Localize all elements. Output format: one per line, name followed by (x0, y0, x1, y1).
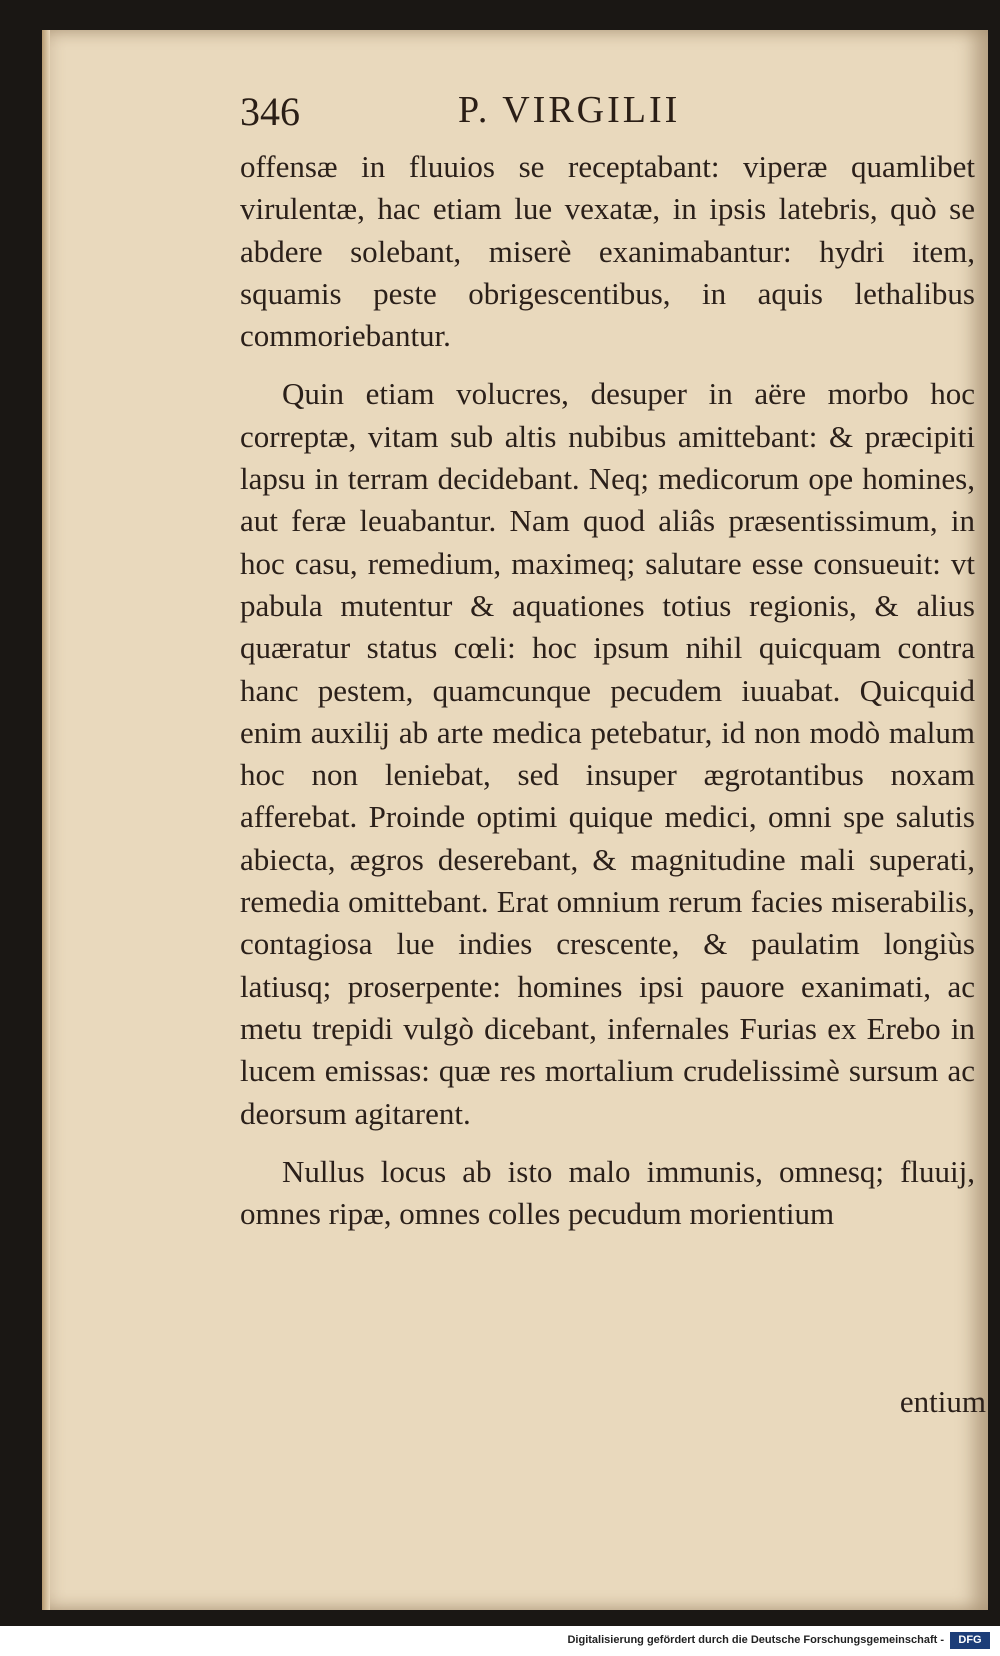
running-head: P. VIRGILII (458, 89, 681, 131)
paragraph-1: offensæ in fluuios se receptabant: viperæ quamlibet virulentæ, hac etiam lue vexatæ, in ipsis latebris, quò se abdere solebant, miserè exanimabantur: hydri item, squamis peste obrigescentibus, in aquis lethalibus commoriebantur. (240, 149, 975, 354)
dfg-logo-icon: DFG (950, 1632, 990, 1649)
paragraph-3: Nullus locus ab isto malo immunis, omnesq; fluuij, omnes ripæ, omnes colles pecudum morientium (240, 1153, 975, 1232)
footer-bar (0, 1626, 1000, 1656)
catchword: entium (899, 1384, 986, 1419)
page-header (240, 88, 800, 148)
body-text (240, 146, 975, 1235)
page-gutter (42, 30, 50, 1610)
page-number: 346 (240, 89, 300, 134)
paragraph-2: Quin etiam volucres, desuper in aëre morbo hoc correptæ, vitam sub altis nubibus amittebant: & præcipiti lapsu in terram decidebant. Neq; medicorum ope homines, aut feræ leuabantur. Nam quod aliâs præsentissimum, in hoc casu, remedium, maximeq; salutare esse consueuit: vt pabula mutentur & aquationes totius regionis, & alius quæratur status cœli: hoc ipsum nihil quicquam contra hanc pestem, quamcunque pecudem iuuabat. Quicquid enim auxilij ab arte medica petebatur, id non modò malum hoc non leniebat, sed insuper ægrotantibus noxam afferebat. Proinde optimi quique medici, omni spe salutis abiecta, ægros deserebant, & magnitudine mali superati, remedia omittebant. Erat omnium rerum facies miserabilis, contagiosa lue indies crescente, & paulatim longiùs latiusq; proserpente: homines ipsi pauore exanimati, ac metu trepidi vulgò dicebant, infernales Furias ex Erebo in lucem emissas: quæ res mortalium crudelissimè sursum ac deorsum agitarent. (240, 376, 975, 1131)
footer-credit: Digitalisierung gefördert durch die Deutsche Forschungsgemeinschaft - (567, 1634, 944, 1646)
